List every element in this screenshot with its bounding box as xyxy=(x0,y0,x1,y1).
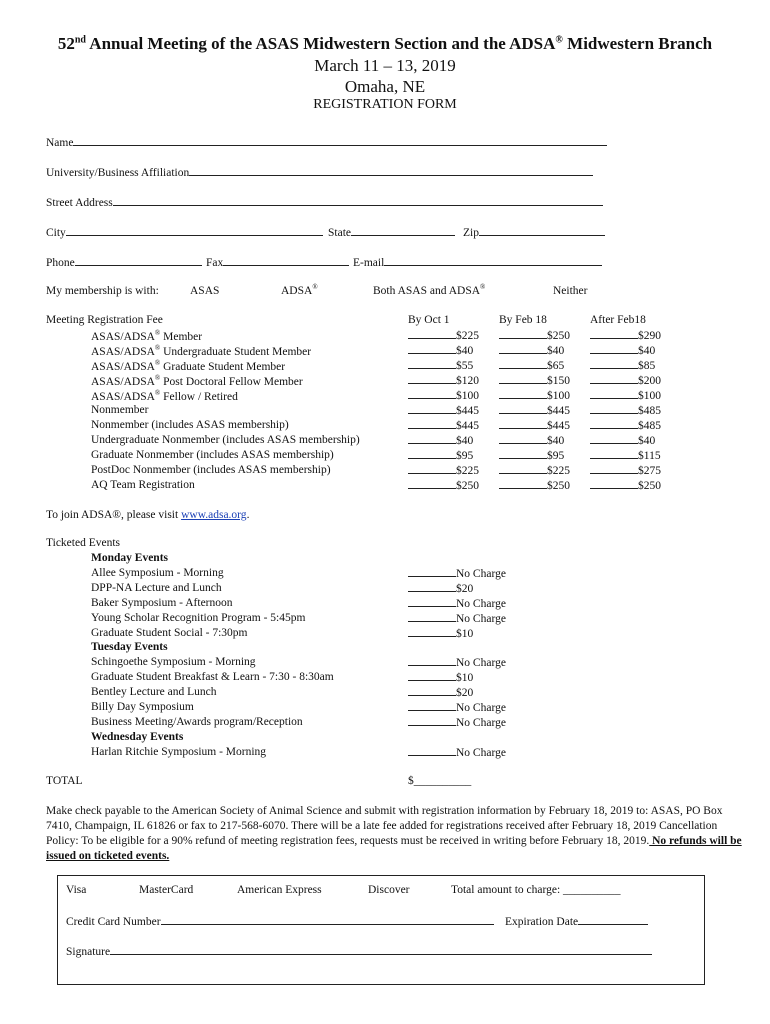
fee-value: $150 xyxy=(547,375,570,387)
phone-field[interactable]: Phone xyxy=(46,255,202,269)
total-field[interactable]: $__________ xyxy=(408,775,472,787)
fee-row-label: Graduate Nonmember (includes ASAS membership) xyxy=(91,449,334,461)
fee-value: $200 xyxy=(638,375,661,387)
event-price[interactable] xyxy=(408,656,506,669)
fee-blank[interactable] xyxy=(408,389,456,399)
fee-blank[interactable] xyxy=(499,389,547,399)
fee-blank[interactable] xyxy=(499,329,547,339)
payment-instructions: Make check payable to the American Society of Animal Science and submit with registration information by February 18, 2019 to: ASAS, PO Box 7410, Champaign, IL 61826 or fax to 217-568-6070. There will be a late fee added for registrations received after February 18, 2019 Cancellation Policy: To be eligible for a 90% refund of meeting registration fees, requests must be received in writing before February 18, 2019. No refunds will be issued on ticketed events. xyxy=(46,805,742,862)
fee-col-feb: By Feb 18 xyxy=(499,314,547,326)
fee-value: $40 xyxy=(638,435,656,447)
event-blank[interactable] xyxy=(408,716,456,726)
payment-option-mastercard[interactable]: MasterCard xyxy=(139,884,194,896)
amount-to-charge-field[interactable]: Total amount to charge: __________ xyxy=(451,884,621,896)
fee-amount-a[interactable] xyxy=(408,479,479,492)
fee-amount-b[interactable] xyxy=(499,344,564,357)
fee-value: $100 xyxy=(638,390,661,402)
event-price[interactable] xyxy=(408,686,473,699)
event-blank[interactable] xyxy=(408,686,456,696)
state-field[interactable]: State xyxy=(328,225,455,239)
fee-value: $225 xyxy=(547,465,570,477)
fee-value: $115 xyxy=(638,450,661,462)
fee-amount-c[interactable] xyxy=(590,374,661,387)
fee-value: $225 xyxy=(456,465,479,477)
fee-col-oct: By Oct 1 xyxy=(408,314,450,326)
fee-amount-b[interactable] xyxy=(499,374,570,387)
fee-blank[interactable] xyxy=(590,359,638,369)
fee-blank[interactable] xyxy=(499,419,547,429)
page-title: 52nd Annual Meeting of the ASAS Midwestern Section and the ADSA® Midwestern Branch xyxy=(57,34,713,53)
meeting-location: Omaha, NE xyxy=(344,77,426,96)
fee-blank[interactable] xyxy=(590,374,638,384)
fee-amount-b[interactable] xyxy=(499,359,564,372)
fee-value: $485 xyxy=(638,405,661,417)
fee-value: $65 xyxy=(547,360,565,372)
event-price[interactable] xyxy=(408,716,506,729)
fee-value: $100 xyxy=(456,390,479,402)
fee-value: $100 xyxy=(547,390,570,402)
total-label: TOTAL xyxy=(46,775,83,787)
fee-row-label: ASAS/ADSA® Undergraduate Student Member xyxy=(91,344,312,358)
fee-blank[interactable] xyxy=(590,329,638,339)
name-field[interactable]: Name xyxy=(46,135,607,149)
fee-row-label: ASAS/ADSA® Member xyxy=(91,329,203,343)
event-price[interactable] xyxy=(408,701,506,714)
event-blank[interactable] xyxy=(408,746,456,756)
affiliation-field[interactable]: University/Business Affiliation xyxy=(46,165,593,179)
fee-amount-c[interactable] xyxy=(590,479,661,492)
fee-blank[interactable] xyxy=(408,404,456,414)
event-day-heading: Monday Events xyxy=(91,552,168,564)
membership-option-asas[interactable]: ASAS xyxy=(190,285,220,297)
payment-option-discover[interactable]: Discover xyxy=(368,884,410,896)
fee-row-label: ASAS/ADSA® Fellow / Retired xyxy=(91,389,238,403)
fee-amount-a[interactable] xyxy=(408,434,473,447)
fee-value: $40 xyxy=(456,345,474,357)
fee-row-label: ASAS/ADSA® Post Doctoral Fellow Member xyxy=(91,374,303,388)
fee-value: $40 xyxy=(638,345,656,357)
event-price[interactable] xyxy=(408,746,506,759)
meeting-dates: March 11 – 13, 2019 xyxy=(314,56,456,75)
form-title: REGISTRATION FORM xyxy=(313,97,457,112)
event-price-value: No Charge xyxy=(456,702,506,714)
fee-blank[interactable] xyxy=(499,479,547,489)
fee-amount-a[interactable] xyxy=(408,449,473,462)
event-blank[interactable] xyxy=(408,597,456,607)
event-price-value: No Charge xyxy=(456,597,506,610)
fee-value: $290 xyxy=(638,330,661,342)
no-refunds-note: No refunds will be issued on ticketed events. xyxy=(46,835,742,862)
payment-option-visa[interactable]: Visa xyxy=(66,884,87,896)
fee-row-label: PostDoc Nonmember (includes ASAS membership) xyxy=(91,464,331,476)
fee-value: $250 xyxy=(547,480,570,492)
fee-value: $40 xyxy=(547,435,565,447)
event-blank[interactable] xyxy=(408,701,456,711)
adsa-link[interactable]: www.adsa.org xyxy=(181,509,247,521)
fee-blank[interactable] xyxy=(499,359,547,369)
fee-value: $85 xyxy=(638,360,656,372)
fee-row-label: Nonmember (includes ASAS membership) xyxy=(91,419,289,431)
event-name: Graduate Student Breakfast & Learn - 7:30 - 8:30am xyxy=(91,671,334,684)
fee-row-label: Nonmember xyxy=(91,404,149,416)
fee-amount-c[interactable] xyxy=(590,329,661,342)
credit-card-field[interactable]: Credit Card Number xyxy=(66,914,494,928)
event-name: Baker Symposium - Afternoon xyxy=(91,596,233,609)
fee-blank[interactable] xyxy=(408,464,456,474)
event-name: Allee Symposium - Morning xyxy=(91,566,224,579)
fee-value: $250 xyxy=(456,480,479,492)
event-price[interactable] xyxy=(408,597,506,610)
event-price-value: No Charge xyxy=(456,612,506,625)
fee-amount-b[interactable] xyxy=(499,389,570,402)
fee-value: $95 xyxy=(456,450,474,462)
fee-blank[interactable] xyxy=(408,434,456,444)
fee-value: $40 xyxy=(547,345,565,357)
membership-option-adsa[interactable]: ADSA® xyxy=(281,283,318,297)
fee-blank[interactable] xyxy=(499,404,547,414)
event-day-heading: Wednesday Events xyxy=(91,730,184,743)
fee-blank[interactable] xyxy=(499,449,547,459)
fee-blank[interactable] xyxy=(590,344,638,354)
fee-amount-c[interactable] xyxy=(590,434,655,447)
join-adsa-text: To join ADSA®, please visit www.adsa.org. xyxy=(46,509,250,521)
fee-value: $250 xyxy=(638,480,661,492)
street-field[interactable]: Street Address xyxy=(46,195,603,209)
fee-blank[interactable] xyxy=(408,449,456,459)
fee-value: $445 xyxy=(456,420,479,432)
fee-blank[interactable] xyxy=(499,344,547,354)
fee-value: $95 xyxy=(547,450,565,462)
event-price[interactable] xyxy=(408,627,473,640)
event-price-value: $10 xyxy=(456,672,474,685)
event-blank[interactable] xyxy=(408,582,456,592)
fee-amount-a[interactable] xyxy=(408,374,479,387)
event-name: Bentley Lecture and Lunch xyxy=(91,686,217,699)
fee-amount-b[interactable] xyxy=(499,434,564,447)
fee-blank[interactable] xyxy=(590,404,638,414)
fee-amount-a[interactable] xyxy=(408,344,473,357)
fee-blank[interactable] xyxy=(408,419,456,429)
membership-option-both[interactable]: Both ASAS and ADSA® xyxy=(373,283,486,297)
fee-blank[interactable] xyxy=(408,344,456,354)
event-price-value: $20 xyxy=(456,687,474,700)
event-name: DPP-NA Lecture and Lunch xyxy=(91,581,222,594)
event-day-heading: Tuesday Events xyxy=(91,641,168,654)
fee-amount-a[interactable] xyxy=(408,464,479,477)
fee-blank[interactable] xyxy=(408,359,456,369)
fee-blank[interactable] xyxy=(499,374,547,384)
fee-blank[interactable] xyxy=(408,479,456,489)
fee-blank[interactable] xyxy=(408,374,456,384)
event-price-value: No Charge xyxy=(456,746,506,759)
fee-blank[interactable] xyxy=(408,329,456,339)
event-price[interactable] xyxy=(408,582,473,595)
event-name: Business Meeting/Awards program/Reception xyxy=(91,715,303,728)
fee-amount-a[interactable] xyxy=(408,389,479,402)
fee-value: $485 xyxy=(638,420,661,432)
event-blank[interactable] xyxy=(408,656,456,666)
membership-option-neither[interactable]: Neither xyxy=(553,285,588,297)
fee-label: Meeting Registration Fee xyxy=(46,314,163,326)
event-price-value: $10 xyxy=(456,627,474,640)
event-name: Schingoethe Symposium - Morning xyxy=(91,656,256,669)
fee-col-after: After Feb18 xyxy=(590,314,646,326)
fee-value: $445 xyxy=(456,405,479,417)
event-blank[interactable] xyxy=(408,612,456,622)
fee-amount-a[interactable] xyxy=(408,329,479,342)
event-blank[interactable] xyxy=(408,671,456,681)
event-name: Young Scholar Recognition Program - 5:45pm xyxy=(91,611,306,624)
fee-value: $120 xyxy=(456,375,479,387)
event-price[interactable] xyxy=(408,671,473,684)
fee-value: $55 xyxy=(456,360,474,372)
fee-blank[interactable] xyxy=(590,479,638,489)
fee-amount-c[interactable] xyxy=(590,464,661,477)
payment-option-amex[interactable]: American Express xyxy=(237,884,322,896)
fax-field[interactable]: Fax xyxy=(206,255,349,269)
event-price-value: No Charge xyxy=(456,716,506,729)
fee-amount-b[interactable] xyxy=(499,329,570,342)
fee-amount-a[interactable] xyxy=(408,419,479,432)
fee-amount-c[interactable] xyxy=(590,389,661,402)
fee-value: $225 xyxy=(456,330,479,342)
fee-amount-c[interactable] xyxy=(590,449,661,462)
event-price-value: $20 xyxy=(456,582,474,595)
event-name: Graduate Student Social - 7:30pm xyxy=(91,626,248,639)
fee-amount-b[interactable] xyxy=(499,464,570,477)
fee-amount-c[interactable] xyxy=(590,359,655,372)
fee-amount-a[interactable] xyxy=(408,359,473,372)
email-field[interactable]: E-mail xyxy=(353,255,602,269)
fee-value: $445 xyxy=(547,420,570,432)
fee-value: $275 xyxy=(638,465,661,477)
event-blank[interactable] xyxy=(408,567,456,577)
fee-amount-c[interactable] xyxy=(590,344,655,357)
city-field[interactable]: City xyxy=(46,225,323,239)
fee-value: $40 xyxy=(456,435,474,447)
fee-blank[interactable] xyxy=(590,419,638,429)
signature-field[interactable]: Signature xyxy=(66,944,652,958)
event-price[interactable] xyxy=(408,567,506,580)
event-name: Harlan Ritchie Symposium - Morning xyxy=(91,745,267,758)
event-blank[interactable] xyxy=(408,627,456,637)
event-price-value: No Charge xyxy=(456,657,506,670)
ticketed-events-label: Ticketed Events xyxy=(46,537,120,549)
event-name: Billy Day Symposium xyxy=(91,701,194,713)
fee-amount-a[interactable] xyxy=(408,404,479,417)
fee-blank[interactable] xyxy=(499,464,547,474)
fee-row-label: Undergraduate Nonmember (includes ASAS membership) xyxy=(91,434,360,446)
zip-field[interactable]: Zip xyxy=(463,225,605,239)
fee-amount-c[interactable] xyxy=(590,404,661,417)
fee-value: $445 xyxy=(547,405,570,417)
fee-row-label: AQ Team Registration xyxy=(91,479,195,491)
expiration-field[interactable]: Expiration Date xyxy=(505,914,648,928)
fee-amount-b[interactable] xyxy=(499,479,570,492)
fee-value: $250 xyxy=(547,330,570,342)
membership-label: My membership is with: xyxy=(46,285,159,297)
fee-blank[interactable] xyxy=(590,464,638,474)
fee-amount-b[interactable] xyxy=(499,449,564,462)
fee-blank[interactable] xyxy=(499,434,547,444)
fee-amount-b[interactable] xyxy=(499,404,570,417)
fee-row-label: ASAS/ADSA® Graduate Student Member xyxy=(91,359,286,373)
fee-blank[interactable] xyxy=(590,434,638,444)
fee-amount-c[interactable] xyxy=(590,419,661,432)
fee-blank[interactable] xyxy=(590,389,638,399)
event-price[interactable] xyxy=(408,612,506,625)
event-price-value: No Charge xyxy=(456,567,506,580)
fee-blank[interactable] xyxy=(590,449,638,459)
fee-amount-b[interactable] xyxy=(499,419,570,432)
